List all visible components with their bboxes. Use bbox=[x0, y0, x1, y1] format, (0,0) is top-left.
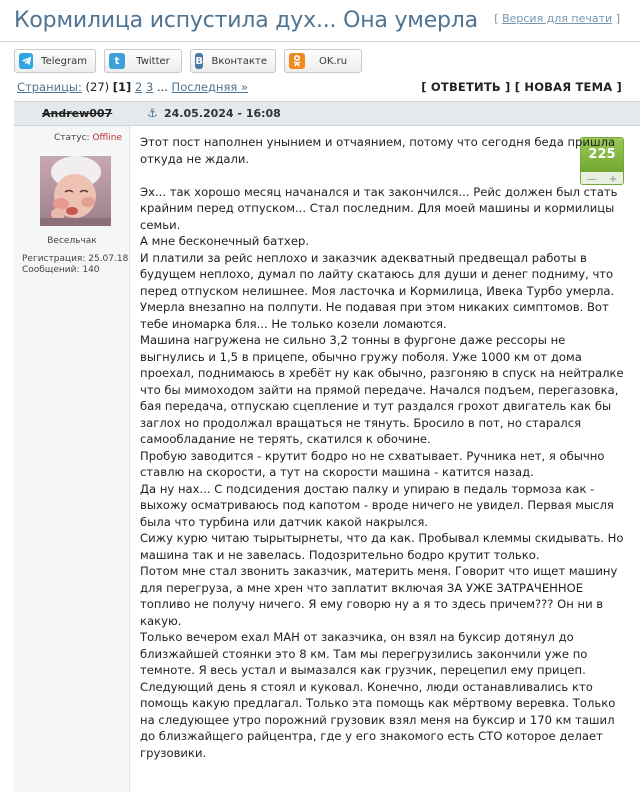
telegram-icon bbox=[19, 53, 33, 69]
page-3-link[interactable]: 3 bbox=[145, 80, 154, 94]
pagination bbox=[17, 80, 248, 94]
post-paragraph: Да ну нах... С подсидения достаю палку и упираю в педаль тормоза как - выхожу осматриваюсь под капотом - вроде ничего не увидел. Первая мысля была что турбина или датчик какой накрылся. bbox=[140, 481, 614, 529]
message-count: Сообщений: 140 bbox=[22, 265, 100, 275]
rating-minus-button[interactable]: — bbox=[586, 173, 597, 185]
vk-icon: В bbox=[195, 53, 203, 69]
share-ok-label: OK.ru bbox=[318, 55, 348, 67]
registration-date: Регистрация: 25.07.18 bbox=[22, 254, 129, 264]
share-twitter-button[interactable] bbox=[104, 49, 182, 73]
author-meta bbox=[22, 254, 128, 276]
author-name[interactable]: Andrew007 bbox=[42, 107, 113, 120]
post-paragraph: Эх... так хорошо месяц начанался и так закончился... Рейс должен был стать крайним перед отпуском... Стал последним. Для моей машины и кормилицы семьи. bbox=[140, 184, 618, 232]
share-telegram-button[interactable] bbox=[14, 49, 96, 73]
rating-plus-button[interactable]: + bbox=[608, 173, 618, 185]
pagination-row bbox=[0, 80, 640, 98]
reply-new-topic-actions[interactable]: [ ОТВЕТИТЬ ] [ НОВАЯ ТЕМА ] bbox=[421, 80, 622, 94]
pages-label[interactable]: Страницы: bbox=[17, 80, 82, 94]
last-page-link[interactable]: Последняя » bbox=[171, 80, 248, 94]
post-header bbox=[14, 101, 640, 126]
page-2-link[interactable]: 2 bbox=[134, 80, 143, 94]
post-paragraph: Машина нагружена не сильно 3,2 тонны в фургоне даже рессоры не выгнулись и 1,5 в прицепе, обычно гружу поболя. Уже 1000 км от дома проехал, поднимаюсь в хребёт ну как обычно, разгоняю в спуск на нейтралке что бы мимоходом зайти на прямой передаче. Начался подъем, перегазовка, бая передача, отпускаю сцепление и тут раздался грохот двигатель как бы заглох но продолжал вращаться не тянуть. Бросило в пот, но старался самообладание не терять, скатился к обочине. bbox=[140, 333, 624, 446]
share-buttons bbox=[14, 49, 362, 73]
post-paragraph: И платили за рейс неплохо и заказчик адекватный предвещал работы в будущем неплохо, думал по лайту скатаюсь для души и денег подниму, что перед отпуском нелишнее. Моя ласточка и Кормилица, Ивека Турбо умерла. Умерла внезапно на полпути. Не подавая при этом никаких симптомов. Вот тебе иномарка бля... Не только козели ломаются. bbox=[140, 250, 615, 331]
share-twitter-label: Twitter bbox=[136, 55, 170, 67]
print-version bbox=[494, 12, 620, 25]
avatar[interactable] bbox=[40, 156, 111, 226]
rating-value: 225 bbox=[581, 138, 623, 172]
status-value: Offline bbox=[92, 133, 122, 143]
ok-icon bbox=[289, 53, 305, 69]
post-paragraph: Только вечером ехал МАН от заказчика, он взял на буксир дотянул до близжайшей стоянки это 8 км. Там мы перегрузились закончили уже по темноте. Я весь устал и вымазался как грузчик, перецепил ему прицеп. bbox=[140, 630, 588, 677]
print-version-link[interactable]: Версия для печати bbox=[502, 12, 613, 25]
pages-count: (27) bbox=[85, 80, 110, 94]
page-title: Кормилица испустила дух... Она умерла bbox=[14, 8, 478, 33]
post-paragraph: Следующий день я стоял и куковал. Конечно, люди останавливались кто помощь какую предлагал. Только эта помощь как мёртвому веревка. Только на следующее утро порожний грузовик взял меня на буксир и 170 км ташил до близжайщего райцентра, где у его знакомого есть СТО которое делает грузовики. bbox=[140, 679, 616, 760]
share-ok-button[interactable] bbox=[284, 49, 362, 73]
print-bracket-close: ] bbox=[615, 12, 620, 25]
status-label: Статус: bbox=[54, 133, 90, 143]
title-bar bbox=[0, 0, 640, 42]
post-paragraph: Этот пост наполнен унынием и отчаянием, потому что сегодня беда пришла откуда не ждали. bbox=[140, 135, 616, 166]
pages-ellipsis: ... bbox=[156, 80, 168, 94]
print-bracket-open: [ bbox=[494, 12, 499, 25]
author-rank: Весельчак bbox=[47, 236, 97, 246]
share-vk-label: Вконтакте bbox=[211, 55, 267, 67]
post-paragraph: Потом мне стал звонить заказчик, материть меня. Говорит что ищет машину для перегруза, а мне хрен что заплатит включая ЗА УЖЕ ЗАТРАЧЕННОЕ топливо не получу ничего. Я ему говорю ну а я то здесь причем??? Он ни в какую. bbox=[140, 564, 618, 628]
share-vk-button[interactable] bbox=[190, 49, 276, 73]
author-status bbox=[54, 133, 122, 143]
post-date: 24.05.2024 - 16:08 bbox=[164, 107, 281, 120]
post-paragraph: Сижу курю читаю тырытырнеты, что да как. Пробывал клеммы скидывать. Но машина так и не завелась. Подозрительно бодро крутит только. bbox=[140, 531, 624, 562]
anchor-icon[interactable]: ⚓ bbox=[147, 106, 158, 120]
post-paragraph: Пробую заводится - крутит бодро но не схватывает. Ручника нет, я обычно ставлю на скорости, а тут на скорости машина - катится назад. bbox=[140, 448, 605, 479]
twitter-icon: t bbox=[109, 53, 125, 69]
current-page: [1] bbox=[112, 80, 132, 94]
share-telegram-label: Telegram bbox=[41, 55, 87, 67]
post-paragraph: А мне бесконечный батхер. bbox=[140, 234, 310, 248]
author-sidebar bbox=[14, 126, 130, 792]
post-body bbox=[140, 134, 630, 761]
